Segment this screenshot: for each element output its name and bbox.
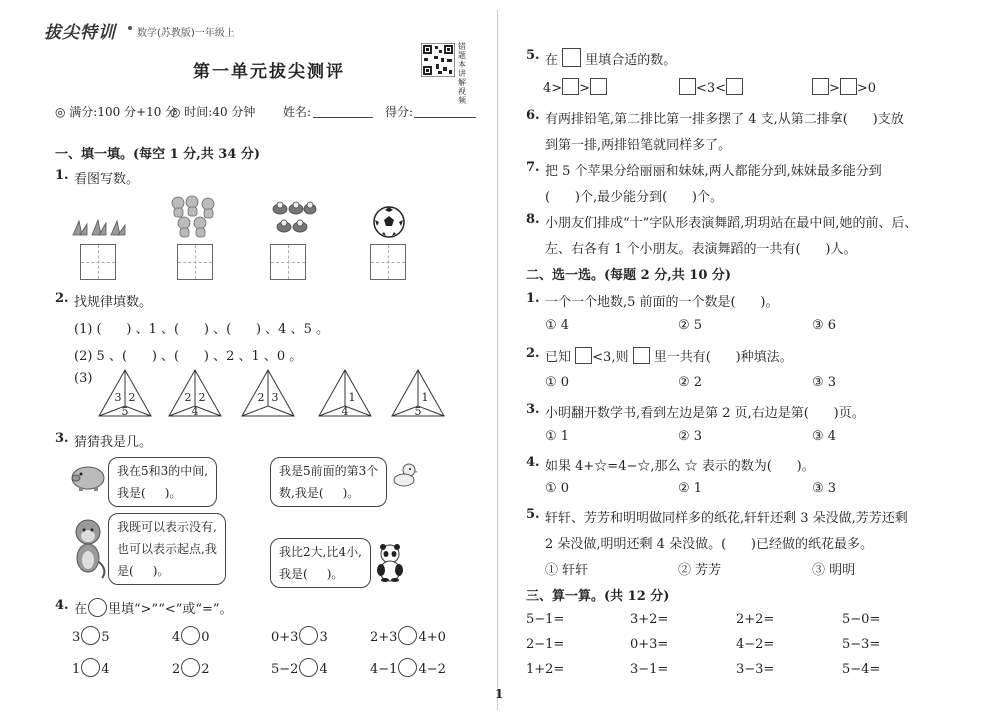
c4-option-3[interactable]: ③ 3: [812, 481, 837, 496]
speech-bubble-4: 我比2大,比4小, 我是( )。: [270, 538, 371, 588]
calc-item: 2−1=: [526, 637, 565, 652]
q4-text: [74, 598, 233, 617]
answer-box[interactable]: [726, 78, 743, 95]
answer-circle[interactable]: [299, 626, 318, 645]
answer-grid[interactable]: [370, 244, 406, 280]
q7-line-2: ( )个,最少能分到( )个。: [545, 190, 724, 205]
q2-row-1: (1) ( ) 、1 、( ) 、( ) 、4 、5 。: [74, 322, 329, 337]
triangle-1-right: 2: [128, 391, 136, 404]
c4-option-2[interactable]: ② 1: [678, 481, 703, 496]
answer-box[interactable]: [840, 78, 857, 95]
q6-line-2: 到第一排,两排铅笔就同样多了。: [545, 138, 732, 153]
c3-option-3[interactable]: ③ 4: [812, 429, 837, 444]
q5-expression-3: > >0: [812, 78, 876, 96]
q2-row-3-label: (3): [74, 371, 93, 386]
triangle-5-bottom: 5: [414, 405, 422, 418]
full-score: ◎ 满分:100 分+10 分: [55, 105, 178, 119]
speech-bubble-3: 我既可以表示没有, 也可以表示起点,我 是( )。: [108, 513, 226, 585]
q3-number: 3.: [55, 431, 69, 446]
c4-number: 4.: [526, 455, 540, 470]
triangle-1-left: 3: [114, 391, 122, 404]
answer-box[interactable]: [633, 347, 650, 364]
section-3-heading: 三、算一算。(共 12 分): [526, 589, 670, 604]
answer-grid[interactable]: [177, 244, 213, 280]
c1-option-3[interactable]: ③ 6: [812, 318, 837, 333]
c2-option-2[interactable]: ② 2: [678, 375, 703, 390]
compare-item: 5−2 4: [271, 658, 328, 677]
monkey-image: [66, 518, 108, 580]
answer-grid[interactable]: [270, 244, 306, 280]
q8-number: 8.: [526, 212, 540, 227]
answer-circle[interactable]: [181, 658, 200, 677]
q1-text: 看图写数。: [74, 172, 140, 187]
soccer-ball-image: [372, 205, 406, 239]
calc-item: 3−1=: [630, 662, 669, 677]
compare-item: 4 0: [172, 626, 210, 645]
q4-text-a: 在: [74, 602, 88, 617]
c4-text: 如果 4+☆=4−☆,那么 ☆ 表示的数为( )。: [545, 459, 815, 474]
duck-image: [392, 462, 418, 488]
c5-line-2: 2 朵没做,明明还剩 4 朵没做。( )已经做的纸花最多。: [545, 537, 874, 552]
bees-image: [270, 200, 318, 238]
c5-option-2[interactable]: ② 芳芳: [678, 563, 722, 578]
bullet-dot: [128, 26, 132, 30]
triangle-4-bottom: 4: [341, 405, 349, 418]
qr-label: 错题本讲解视频: [458, 42, 466, 105]
c5-option-1[interactable]: ① 轩轩: [545, 563, 589, 578]
triangle-5-right: 1: [421, 391, 429, 404]
calc-item: 4−2=: [736, 637, 775, 652]
brand-logo: 拔尖特训: [44, 23, 116, 43]
c5-line-1: 轩轩、芳芳和明明做同样多的纸花,轩轩还剩 3 朵没做,芳芳还剩: [545, 511, 908, 526]
calc-item: 0+3=: [630, 637, 669, 652]
q5-text: 在 里填合适的数。: [545, 48, 676, 68]
answer-grid[interactable]: [80, 244, 116, 280]
q6-number: 6.: [526, 108, 540, 123]
c2-option-1[interactable]: ① 0: [545, 375, 570, 390]
pig-image: [70, 462, 106, 492]
q3-text: 猜猜我是几。: [74, 435, 153, 450]
compare-item: 1 4: [72, 658, 110, 677]
column-divider: [497, 10, 498, 710]
c4-option-1[interactable]: ① 0: [545, 481, 570, 496]
answer-box[interactable]: [575, 347, 592, 364]
compare-item: 2 2: [172, 658, 210, 677]
triangle-1-bottom: 5: [121, 405, 129, 418]
calc-item: 1+2=: [526, 662, 565, 677]
q8-line-1: 小朋友们排成“十”字队形表演舞蹈,玥玥站在最中间,她的前、后、: [545, 216, 918, 231]
answer-box[interactable]: [679, 78, 696, 95]
q7-line-1: 把 5 个苹果分给丽丽和妹妹,两人都能分到,妹妹最多能分到: [545, 164, 882, 179]
calc-item: 5−0=: [842, 612, 881, 627]
q4-number: 4.: [55, 598, 69, 613]
section-1-heading: 一、填一填。(每空 1 分,共 34 分): [55, 147, 261, 162]
c1-number: 1.: [526, 291, 540, 306]
answer-box[interactable]: [812, 78, 829, 95]
q2-text: 找规律填数。: [74, 295, 153, 310]
triangle-2-right: 2: [198, 391, 206, 404]
course-label: 数学(苏教版)一年级上: [137, 28, 235, 39]
q4-text-b: 里填“>”“<”或“=”。: [108, 602, 233, 617]
page-number: 1: [495, 687, 504, 701]
c3-option-1[interactable]: ① 1: [545, 429, 570, 444]
butterflies-image: [70, 217, 128, 239]
speech-bubble-2: 我是5前面的第3个 数,我是( )。: [270, 457, 387, 507]
q8-line-2: 左、右各有 1 个小朋友。表演舞蹈的一共有( )人。: [545, 242, 857, 257]
compare-item: 4−1 4−2: [370, 658, 446, 677]
triangle-3-right: 3: [271, 391, 279, 404]
answer-circle[interactable]: [81, 626, 100, 645]
q5-number: 5.: [526, 48, 540, 63]
score-field[interactable]: [414, 117, 476, 118]
page-title: 第一单元拔尖测评: [193, 62, 345, 82]
q2-row-2: (2) 5 、( ) 、( ) 、2 、1 、0 。: [74, 349, 303, 364]
speech-bubble-1: 我在5和3的中间, 我是( )。: [108, 457, 217, 507]
c3-text: 小明翻开数学书,看到左边是第 2 页,右边是第( )页。: [545, 406, 865, 421]
triangle-4-right: 1: [348, 391, 356, 404]
q6-line-1: 有两排铅笔,第二排比第一排多摆了 4 支,从第二排拿( )支放: [545, 112, 904, 127]
q7-number: 7.: [526, 160, 540, 175]
calc-item: 3−3=: [736, 662, 775, 677]
section-2-heading: 二、选一选。(每题 2 分,共 10 分): [526, 268, 732, 283]
compare-item: 2+3 4+0: [370, 626, 446, 645]
compare-item: 0+3 3: [271, 626, 328, 645]
q1-number: 1.: [55, 168, 69, 183]
c1-option-2[interactable]: ② 5: [678, 318, 703, 333]
panda-image: [374, 544, 406, 582]
answer-box[interactable]: [562, 48, 581, 67]
calc-item: 5−1=: [526, 612, 565, 627]
triangle-3-left: 2: [257, 391, 265, 404]
c2-text: 已知 <3,则 里一共有( )种填法。: [545, 346, 793, 365]
c1-text: 一个一个地数,5 前面的一个数是( )。: [545, 295, 779, 310]
c2-number: 2.: [526, 346, 540, 361]
answer-box[interactable]: [590, 78, 607, 95]
c2-option-3[interactable]: ③ 3: [812, 375, 837, 390]
answer-box[interactable]: [562, 78, 579, 95]
q2-number: 2.: [55, 291, 69, 306]
score-label: 得分:: [385, 105, 414, 119]
qr-code-icon[interactable]: [421, 43, 455, 77]
c5-number: 5.: [526, 507, 540, 522]
calc-item: 3+2=: [630, 612, 669, 627]
answer-circle[interactable]: [181, 626, 200, 645]
c3-option-2[interactable]: ② 3: [678, 429, 703, 444]
name-label: 姓名:: [283, 105, 312, 119]
cats-image: [168, 193, 222, 239]
name-field[interactable]: [313, 117, 373, 118]
answer-circle[interactable]: [299, 658, 318, 677]
exam-time: ◎ 时间:40 分钟: [170, 105, 256, 119]
calc-item: 5−3=: [842, 637, 881, 652]
c1-option-1[interactable]: ① 4: [545, 318, 570, 333]
q5-expression-1: 4> >: [543, 78, 607, 96]
c5-option-3[interactable]: ③ 明明: [812, 563, 856, 578]
answer-circle[interactable]: [398, 658, 417, 677]
calc-item: 5−4=: [842, 662, 881, 677]
triangle-pattern: [96, 368, 476, 420]
answer-circle[interactable]: [88, 598, 107, 617]
c3-number: 3.: [526, 402, 540, 417]
triangle-2-bottom: 4: [191, 405, 199, 418]
answer-circle[interactable]: [81, 658, 100, 677]
triangle-2-left: 2: [184, 391, 192, 404]
answer-circle[interactable]: [398, 626, 417, 645]
calc-item: 2+2=: [736, 612, 775, 627]
compare-item: 3 5: [72, 626, 110, 645]
q5-expression-2: <3<: [679, 78, 743, 96]
